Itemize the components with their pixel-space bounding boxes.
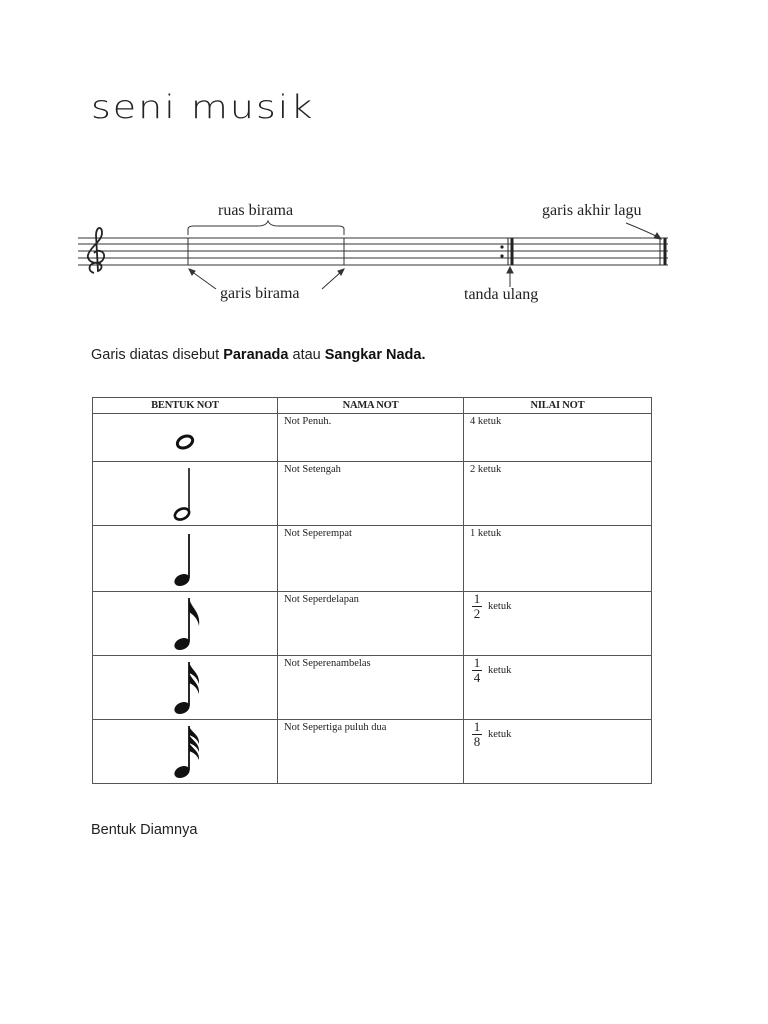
note-value: 1 ketuk (470, 528, 502, 539)
header-nilai-not: NILAI NOT (464, 398, 652, 414)
table-row (93, 592, 652, 656)
table-row (93, 462, 652, 526)
note-value-cell (464, 414, 652, 462)
table-row (93, 526, 652, 592)
fraction-value (464, 656, 651, 685)
table-row (93, 414, 652, 462)
note-value-cell (464, 462, 652, 526)
note-value: 4 ketuk (470, 416, 502, 427)
treble-clef-icon (88, 228, 104, 273)
label-garis-akhir-lagu: garis akhir lagu (542, 202, 642, 219)
note-name: Not Seperenambelas (284, 658, 371, 669)
table-header-row (93, 398, 652, 414)
fraction-value (464, 720, 651, 749)
note-shape-cell (93, 526, 278, 592)
fraction (472, 592, 482, 621)
note-name: Not Penuh. (284, 416, 332, 427)
note-name-cell (278, 720, 464, 784)
note-value-cell (464, 656, 652, 720)
fraction-numerator: 1 (473, 655, 481, 670)
fraction (472, 720, 482, 749)
table-row (93, 656, 652, 720)
note-shape-cell (93, 720, 278, 784)
note-name-cell (278, 526, 464, 592)
sixteenth-note-icon (165, 656, 205, 718)
half-note-icon (165, 462, 205, 524)
note-name: Not Seperdelapan (284, 594, 359, 605)
whole-note-icon (165, 414, 205, 460)
fraction-denominator: 8 (473, 734, 481, 749)
note-name-cell (278, 462, 464, 526)
fraction-denominator: 2 (473, 606, 481, 621)
note-value-cell (464, 592, 652, 656)
note-shape-cell (93, 656, 278, 720)
brace-icon (188, 221, 344, 235)
note-shape-cell (93, 414, 278, 462)
label-garis-birama: garis birama (220, 285, 300, 302)
header-nama-not: NAMA NOT (278, 398, 464, 414)
note-shape-cell (93, 462, 278, 526)
note-value: 2 ketuk (470, 464, 502, 475)
fraction-unit: ketuk (488, 665, 512, 676)
staff-diagram (78, 195, 678, 310)
paranada-term: Paranada (223, 347, 289, 363)
fraction-unit: ketuk (488, 729, 512, 740)
sangkar-nada-term: Sangkar Nada. (324, 347, 426, 363)
note-value-cell (464, 720, 652, 784)
paragraph-middle: atau (288, 347, 325, 363)
fraction-numerator: 1 (473, 719, 481, 734)
paragraph-prefix: Garis diatas disebut (91, 347, 224, 363)
bentuk-diamnya-paragraph: Bentuk Diamnya (91, 822, 198, 838)
note-values-table (92, 397, 652, 784)
quarter-note-icon (165, 526, 205, 590)
thirty-second-note-icon (165, 720, 205, 782)
page-title: seni musik (91, 88, 315, 126)
note-name-cell (278, 414, 464, 462)
note-name: Not Setengah (284, 464, 341, 475)
header-bentuk-not: BENTUK NOT (93, 398, 278, 414)
fraction-denominator: 4 (473, 670, 481, 685)
label-tanda-ulang: tanda ulang (464, 286, 539, 303)
fraction-numerator: 1 (473, 591, 481, 606)
note-value-cell (464, 526, 652, 592)
fraction-unit: ketuk (488, 601, 512, 612)
fraction (472, 656, 482, 685)
note-shape-cell (93, 592, 278, 656)
note-name-cell (278, 592, 464, 656)
table-row (93, 720, 652, 784)
label-ruas-birama: ruas birama (218, 202, 294, 219)
note-name: Not Sepertiga puluh dua (284, 722, 387, 733)
eighth-note-icon (165, 592, 205, 654)
note-name-cell (278, 656, 464, 720)
paranada-paragraph (91, 347, 426, 363)
fraction-value (464, 592, 651, 621)
note-name: Not Seperempat (284, 528, 352, 539)
